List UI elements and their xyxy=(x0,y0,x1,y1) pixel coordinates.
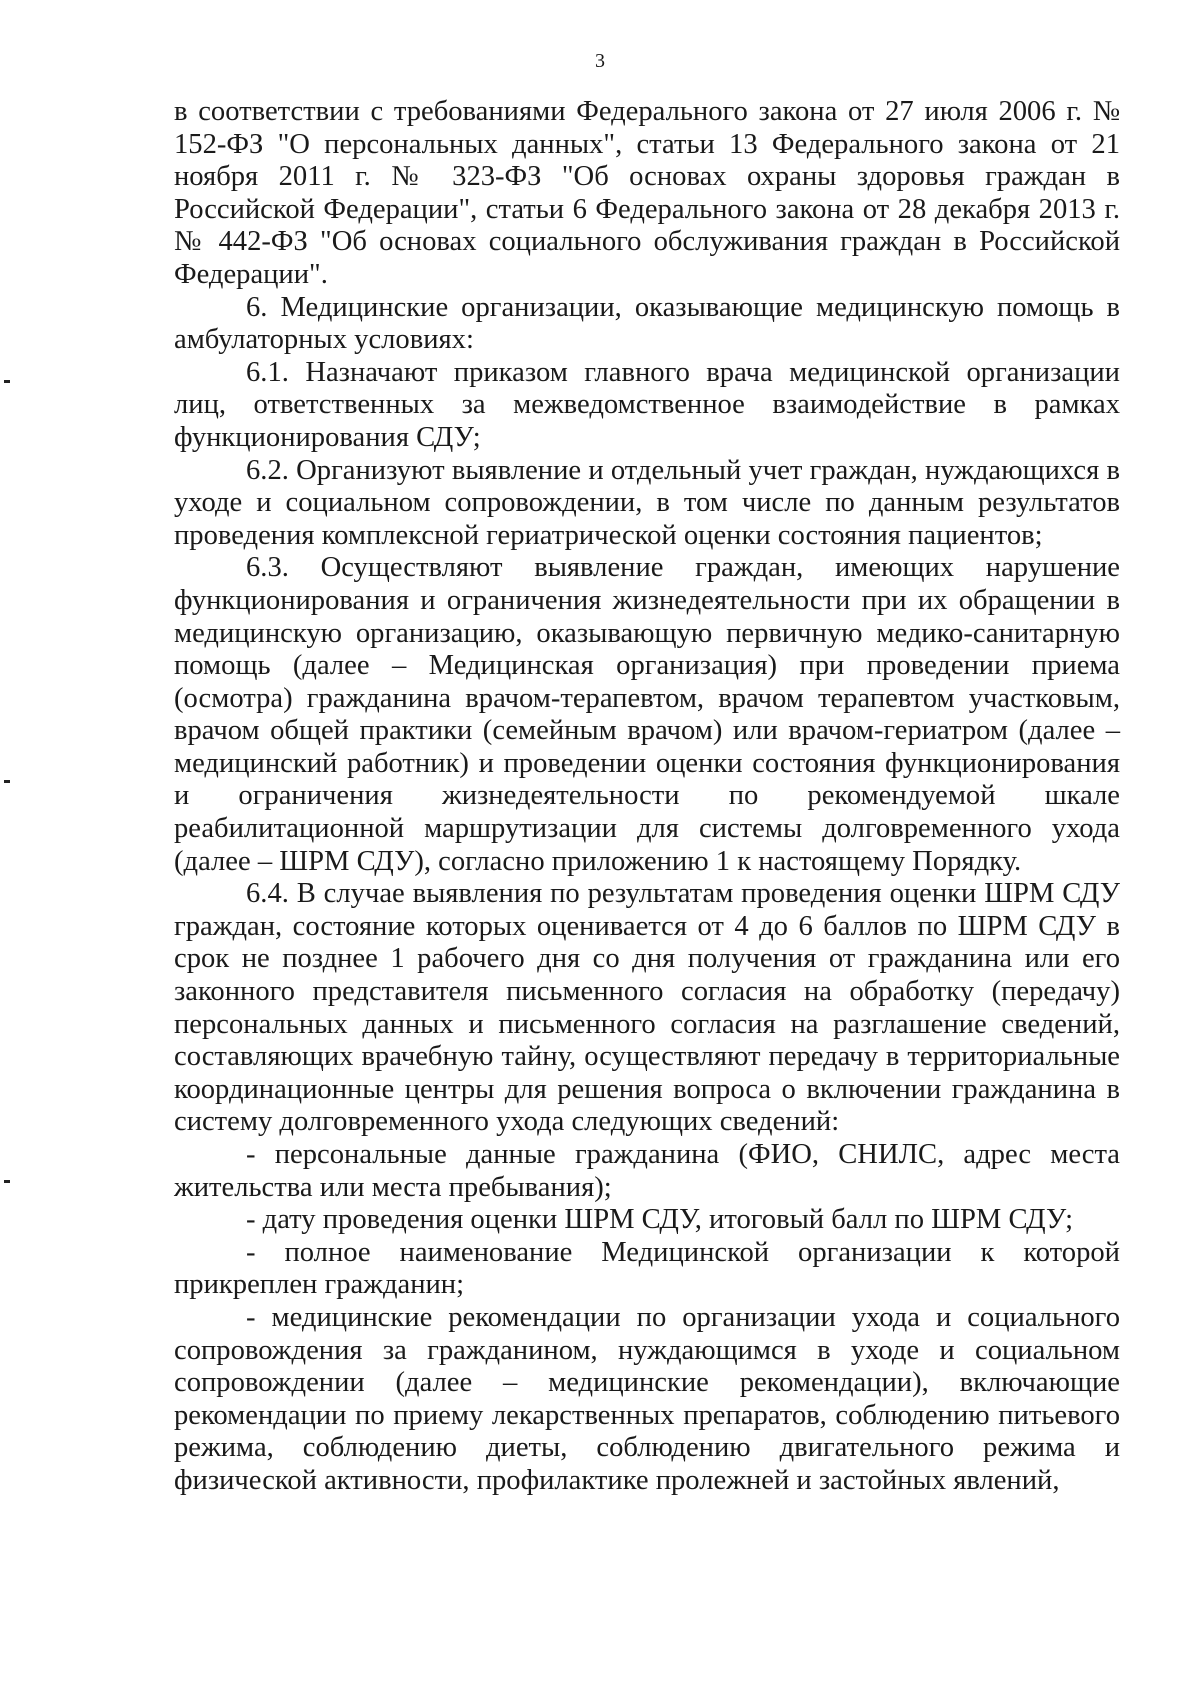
paragraph-6-4: 6.4. В случае выявления по результатам проведения оценки ШРМ СДУ граждан, состояние которых оценивается от 4 до 6 баллов по ШРМ СДУ в срок не позднее 1 рабочего дня со дня получения от гражданина или его законного представителя письменного согласия на обработку (передачу) персональных данных и письменного согласия на разглашение сведений, составляющих врачебную тайну, осуществляют передачу в территориальные координационные центры для решения вопроса о включении гражданина в систему долговременного ухода следующих сведений: xyxy=(174,878,1120,1138)
paragraph-6-1: 6.1. Назначают приказом главного врача медицинской организации лиц, ответственных за межведомственное взаимодействие в рамках функционирования СДУ; xyxy=(174,356,1120,453)
page-number: 3 xyxy=(595,50,605,72)
list-item-personal-data: - персональные данные гражданина (ФИО, СНИЛС, адрес места жительства или места пребывания); xyxy=(174,1139,1120,1203)
list-item-organization-name: - полное наименование Медицинской организации к которой прикреплен гражданин; xyxy=(174,1236,1120,1301)
paragraph-intro: в соответствии с требованиями Федерального закона от 27 июля 2006 г. № 152-ФЗ "О персональных данных", статьи 13 Федерального закона от 21 ноября 2011 г. № 323-ФЗ "Об основах охраны здоровья граждан в Российской Федерации", статьи 6 Федерального закона от 28 декабря 2013 г. № 442-ФЗ "Об основах социального обслуживания граждан в Российской Федерации". xyxy=(174,96,1120,290)
paragraph-6-2: 6.2. Организуют выявление и отдельный учет граждан, нуждающихся в уходе и социальном сопровождении, в том числе по данным результатов проведения комплексной гериатрической оценки состояния пациентов; xyxy=(174,454,1120,551)
paragraph-6: 6. Медицинские организации, оказывающие медицинскую помощь в амбулаторных условиях: xyxy=(174,291,1120,356)
document-body xyxy=(174,96,1120,1498)
scan-margin-mark xyxy=(4,780,10,783)
scan-margin-mark xyxy=(4,1180,10,1183)
list-item-assessment-date: - дату проведения оценки ШРМ СДУ, итоговый балл по ШРМ СДУ; xyxy=(246,1204,1074,1236)
list-item-medical-recommendations: - медицинские рекомендации по организации ухода и социального сопровождения за гражданином, нуждающимся в уходе и социальном сопровождении (далее – медицинские рекомендации), включающие рекомендации по приему лекарственных препаратов, соблюдению питьевого режима, соблюдению диеты, соблюдению двигательного режима и физической активности, профилактике пролежней и застойных явлений, xyxy=(174,1301,1120,1496)
scan-margin-mark xyxy=(4,380,10,383)
paragraph-6-3: 6.3. Осуществляют выявление граждан, имеющих нарушение функционирования и ограничения жизнедеятельности при их обращении в медицинскую организацию, оказывающую первичную медико-санитарную помощь (далее – Медицинская организация) при проведении приема (осмотра) гражданина врачом-терапевтом, врачом терапевтом участковым, врачом общей практики (семейным врачом) или врачом-гериатром (далее – медицинский работник) и проведении оценки состояния функционирования и ограничения жизнедеятельности по рекомендуемой шкале реабилитационной маршрутизации для системы долговременного ухода (далее – ШРМ СДУ), согласно приложению 1 к настоящему Порядку. xyxy=(174,552,1120,877)
